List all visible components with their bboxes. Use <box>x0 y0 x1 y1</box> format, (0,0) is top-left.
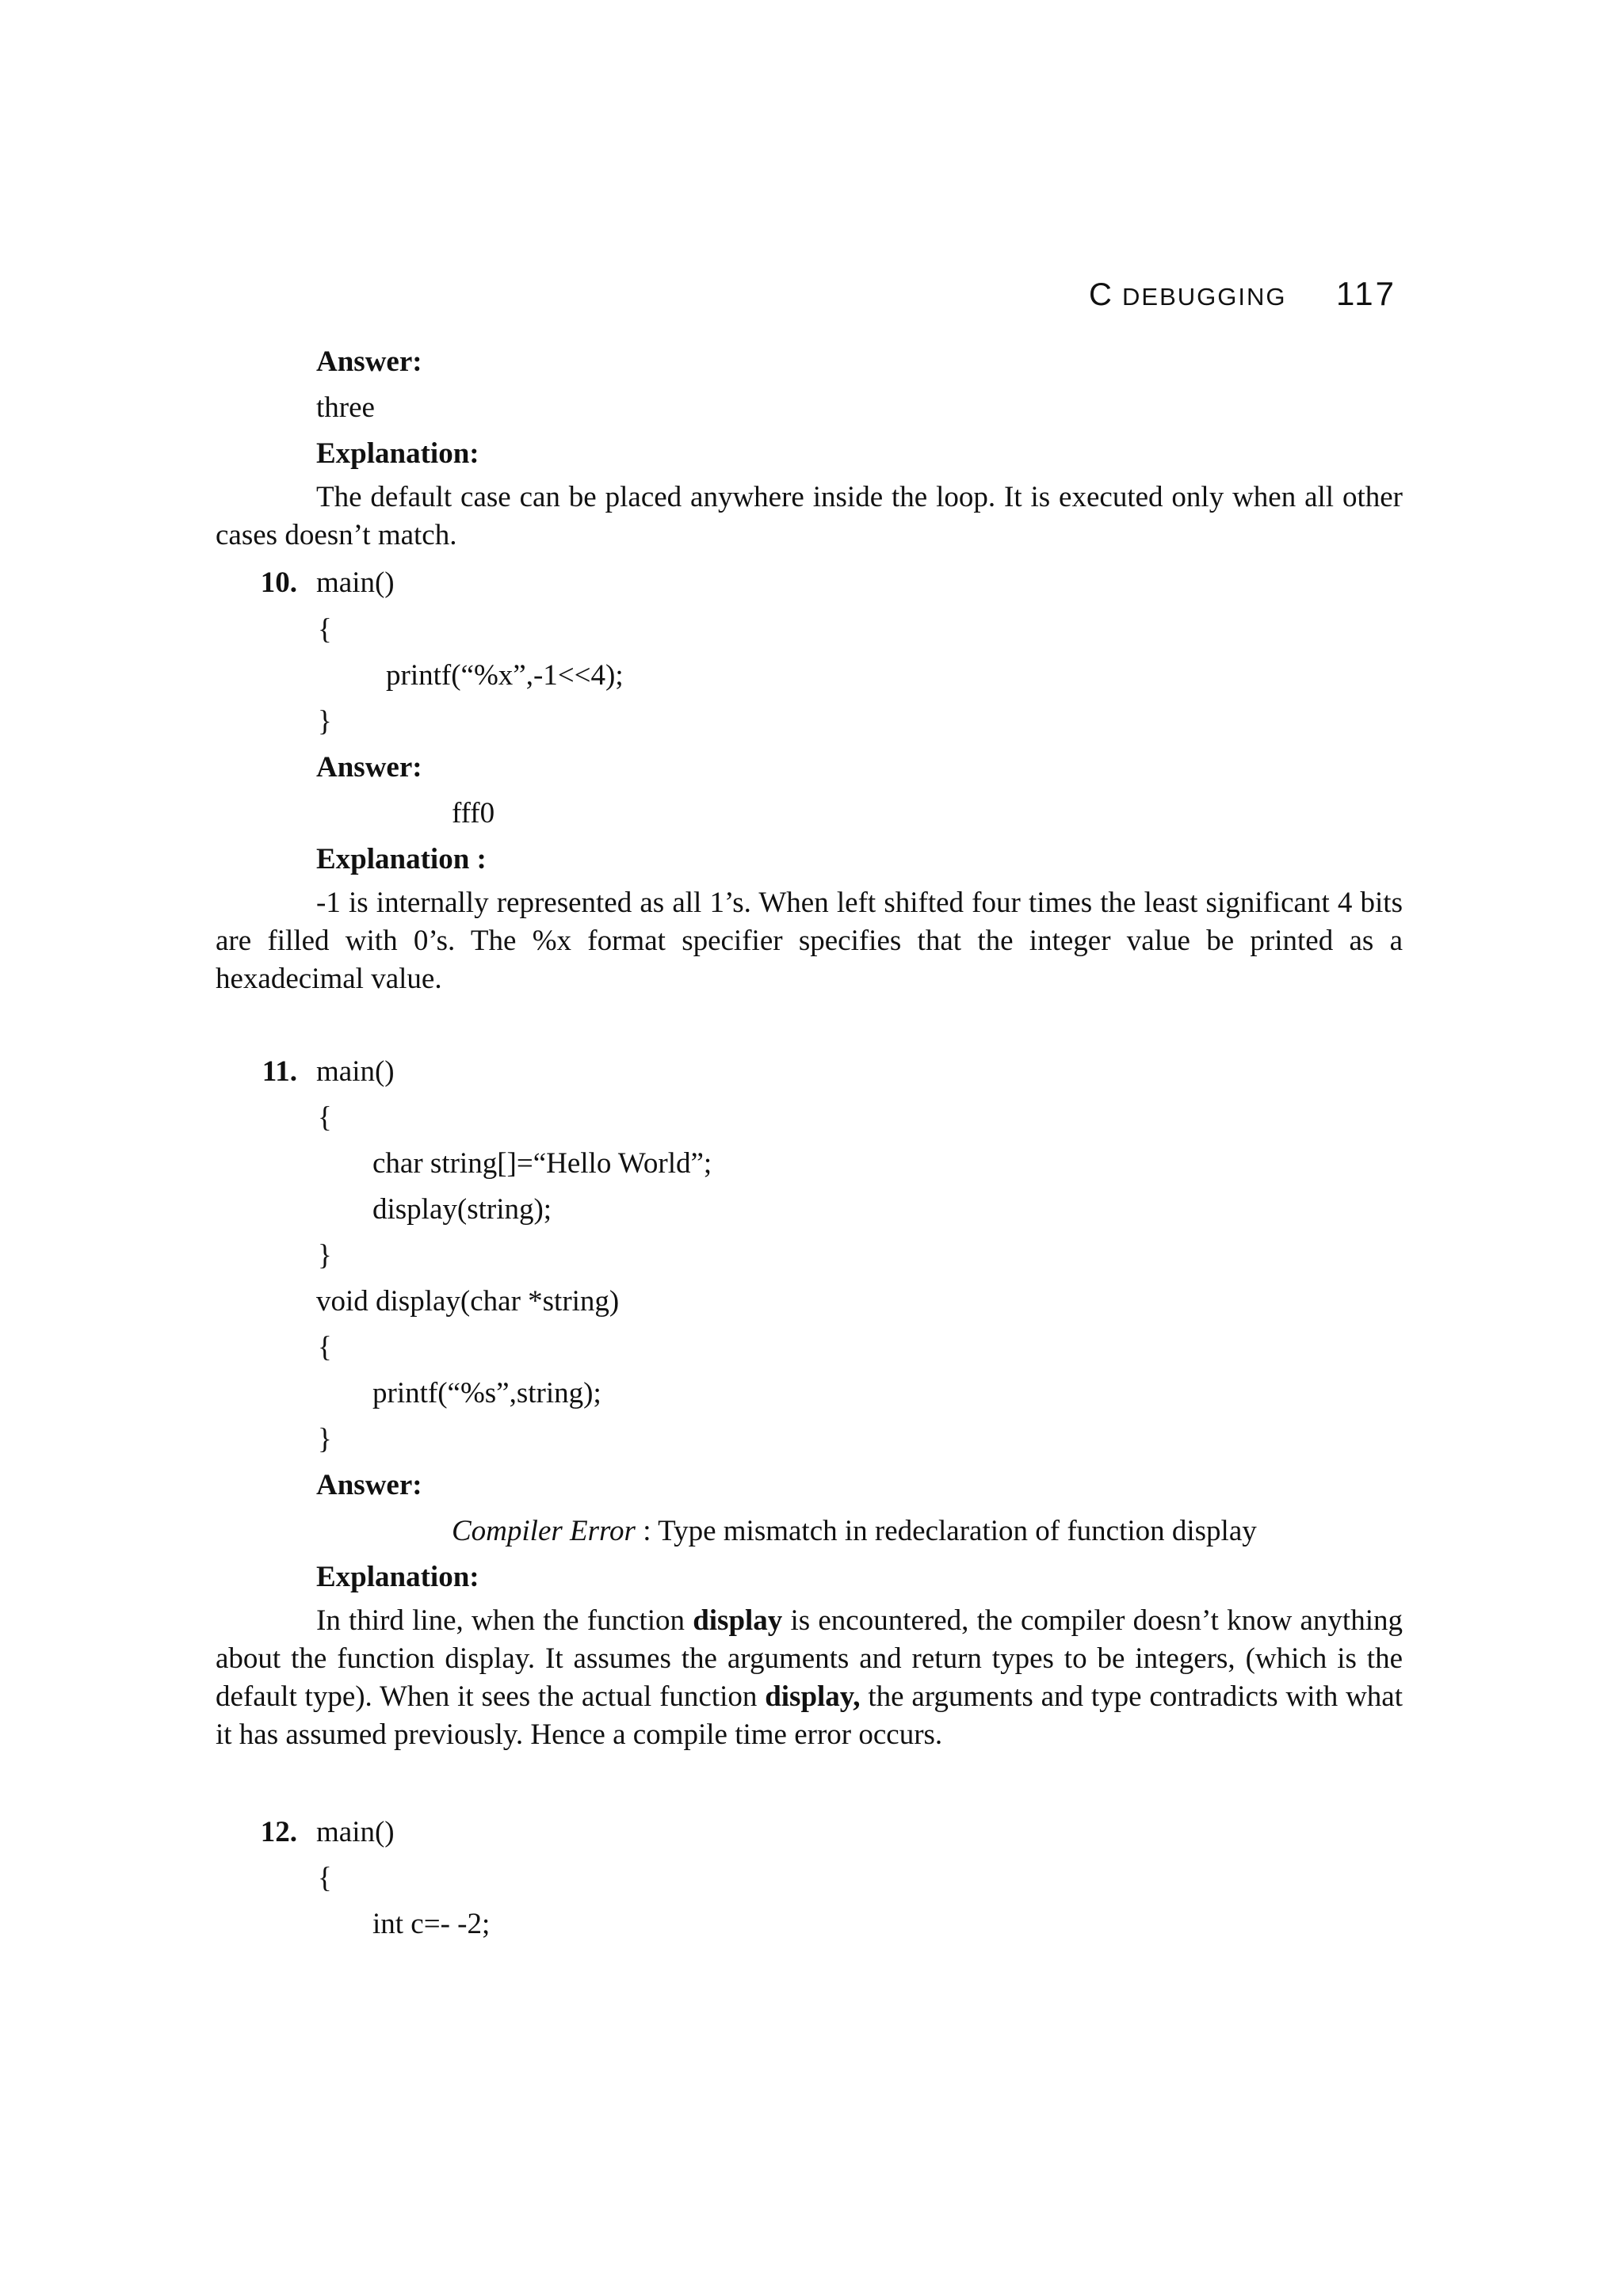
answer-value: fff0 <box>452 797 495 830</box>
answer-value: three <box>316 391 375 424</box>
code-line: { <box>318 1331 332 1363</box>
code-line: } <box>318 1239 332 1272</box>
explanation-label: Explanation: <box>316 1561 479 1593</box>
explanation-paragraph <box>216 1602 1403 1754</box>
code-line: { <box>318 613 332 646</box>
question-number: 12. <box>260 1816 297 1848</box>
answer-value <box>452 1516 1257 1546</box>
explanation-label: Explanation: <box>316 437 479 470</box>
question-number: 11. <box>262 1055 297 1088</box>
running-header <box>1089 279 1286 311</box>
answer-label: Answer: <box>316 751 422 784</box>
running-header-initial: C <box>1089 277 1113 312</box>
code-line: display(string); <box>372 1193 552 1226</box>
function-name: display, <box>765 1680 861 1713</box>
code-line: int c=- -2; <box>372 1908 491 1940</box>
function-name: display <box>693 1604 783 1637</box>
answer-label: Answer: <box>316 1469 422 1501</box>
code-line: } <box>318 705 332 738</box>
explanation-text: In third line, when the function <box>316 1604 693 1637</box>
code-line: printf(“%s”,string); <box>372 1377 601 1409</box>
answer-label: Answer: <box>316 345 422 378</box>
code-line: main() <box>316 566 395 599</box>
explanation-paragraph: The default case can be placed anywhere inside the loop. It is executed only when all other cases doesn’t match. <box>216 481 1403 551</box>
code-line: main() <box>316 1055 395 1088</box>
question-number: 10. <box>260 566 297 599</box>
code-line: } <box>318 1423 332 1455</box>
explanation-text: is encountered, the compiler doesn’t know anything about the function display. It assumes the arguments and return types to be integers, (which is the default type). When it sees the actual function <box>216 1604 1403 1713</box>
code-line: printf(“%x”,-1<<4); <box>386 659 624 692</box>
code-line: { <box>318 1862 332 1894</box>
running-header-title: DEBUGGING <box>1122 283 1287 311</box>
explanation-text: the arguments and type contradicts with what it has assumed previously. Hence a compile time error occurs. <box>216 1680 1403 1751</box>
page-number: 117 <box>1336 275 1396 312</box>
compiler-error-term: Compiler Error <box>452 1515 636 1547</box>
code-line: { <box>318 1101 332 1134</box>
code-line: void display(char *string) <box>316 1285 620 1318</box>
answer-detail: : Type mismatch in redeclaration of function display <box>635 1515 1257 1547</box>
explanation-label: Explanation : <box>316 843 487 875</box>
explanation-paragraph: -1 is internally represented as all 1’s. When left shifted four times the least significant 4 bits are filled with 0’s. The %x format specifier specifies that the integer value be printed as a hexadecimal value. <box>216 887 1403 995</box>
code-line: main() <box>316 1816 395 1848</box>
code-line: char string[]=“Hello World”; <box>372 1147 712 1180</box>
